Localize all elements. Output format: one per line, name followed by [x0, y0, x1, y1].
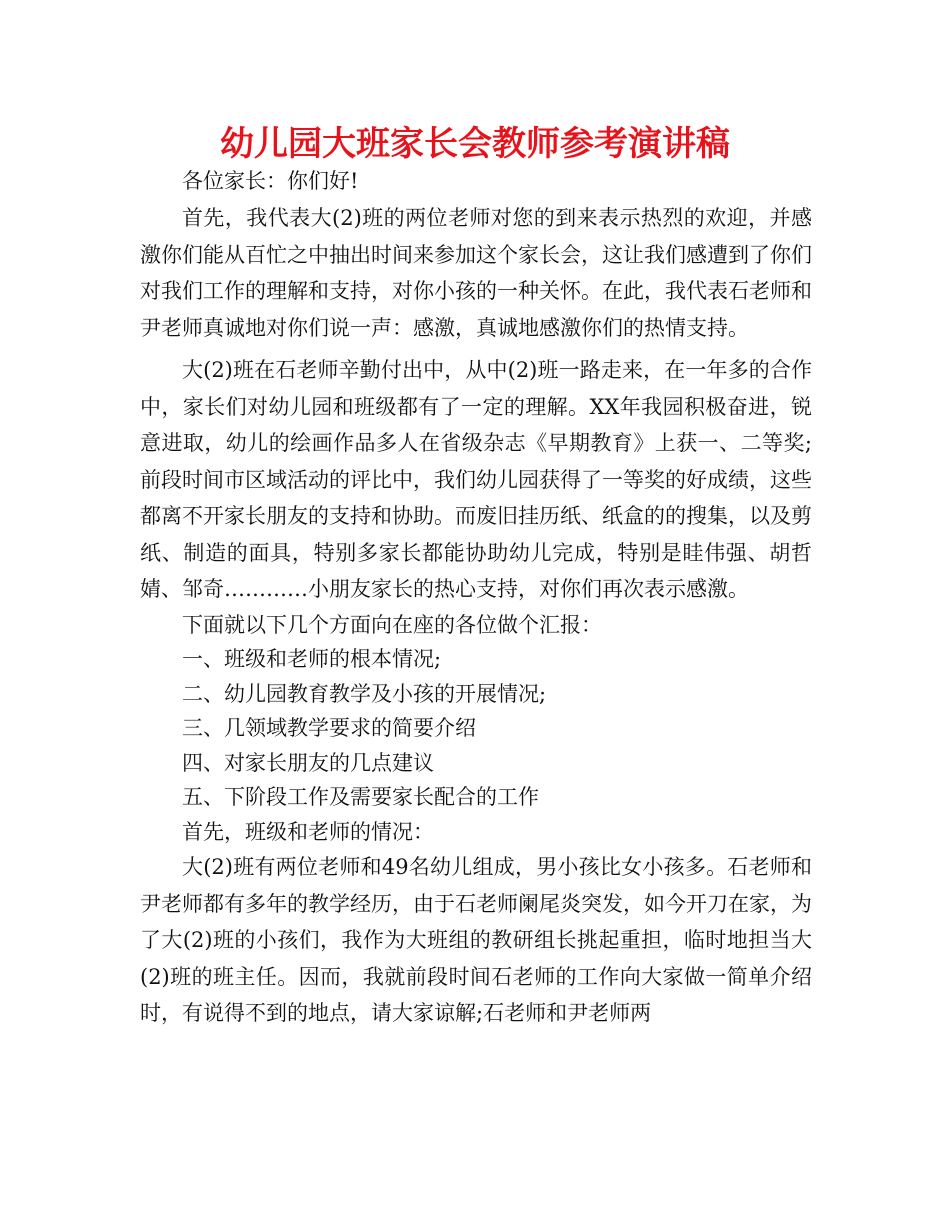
list-item: 四、对家长朋友的几点建议 — [182, 750, 434, 775]
paragraph-welcome: 首先，我代表大(2)班的两位老师对您的到来表示热烈的欢迎，并感激你们能从百忙之中抽出时间来参加这个家长会，这让我们感遭到了你们对我们工作的理解和支持，对你小孩的一种关怀。在此，我代表石老师和尹老师真诚地对你们说一声：感激，真诚地感激你们的热情支持。 — [140, 206, 812, 340]
document-title: 幼儿园大班家长会教师参考演讲稿 — [220, 124, 730, 164]
greeting: 各位家长：你们好! — [182, 169, 359, 193]
list-intro: 下面就以下几个方面向在座的各位做个汇报： — [182, 612, 602, 637]
list-item: 五、下阶段工作及需要家长配合的工作 — [182, 785, 539, 809]
list-item: 三、几领域教学要求的简要介绍 — [182, 716, 476, 740]
document-body — [140, 166, 812, 1032]
paragraph-achievements: 大(2)班在石老师辛勤付出中，从中(2)班一路走来，在一年多的合作中，家长们对幼儿园和班级都有了一定的理解。XX年我园积极奋进，锐意进取，幼儿的绘画作品多人在省级杂志《早期教育》上获一、二等奖;前段时间市区域活动的评比中，我们幼儿园获得了一等奖的好成绩，这些都离不开家长朋友的支持和协助。而废旧挂历纸、纸盒的的搜集，以及剪纸、制造的面具，特别多家长都能协助幼儿完成，特别是眭伟强、胡哲婧、邹奇…………小朋友家长的热心支持，对你们再次表示感激。 — [140, 358, 812, 601]
section-heading: 首先，班级和老师的情况： — [182, 819, 434, 844]
list-item: 一、班级和老师的根本情况; — [182, 647, 442, 671]
paragraph-class-info: 大(2)班有两位老师和49名幼儿组成，男小孩比女小孩多。石老师和尹老师都有多年的教学经历，由于石老师阑尾炎突发，如今开刀在家，为了大(2)班的小孩们，我作为大班组的教研组长挑起重担，临时地担当大(2)班的班主任。因而，我就前段时间石老师的工作向大家做一简单介绍时，有说得不到的地点，请大家谅解;石老师和尹老师两 — [140, 855, 812, 1025]
list-item: 二、幼儿园教育教学及小孩的开展情况; — [182, 681, 547, 706]
